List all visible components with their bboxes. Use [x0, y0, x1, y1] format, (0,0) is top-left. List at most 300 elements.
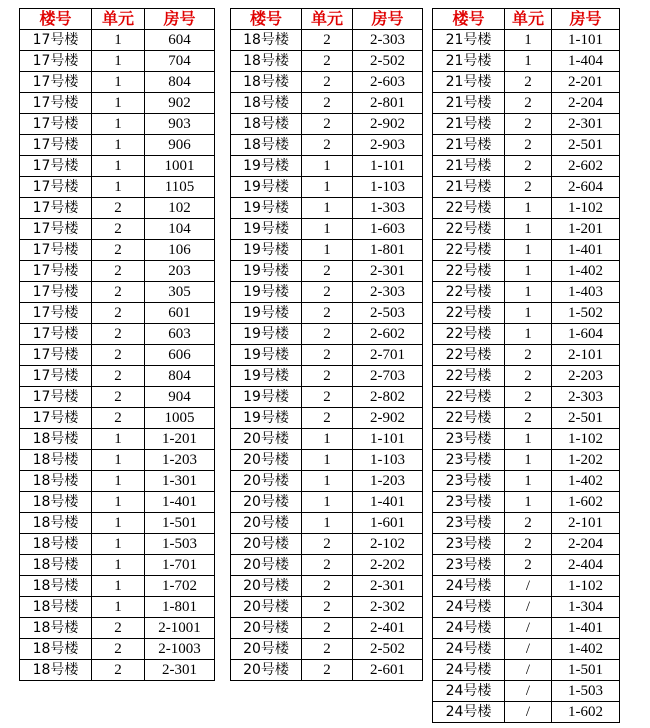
room-cell: 1-503: [552, 681, 620, 702]
room-cell: 2-903: [353, 135, 423, 156]
unit-cell: 2: [302, 639, 353, 660]
unit-cell: 1: [302, 429, 353, 450]
room-cell: 2-502: [353, 639, 423, 660]
table-row: [433, 576, 620, 597]
unit-cell: 1: [302, 492, 353, 513]
table-row: [231, 534, 423, 555]
unit-cell: 2: [302, 597, 353, 618]
unit-cell: 1: [92, 513, 145, 534]
building-cell: 17号楼: [20, 345, 92, 366]
building-cell: 20号楼: [231, 597, 302, 618]
unit-cell: 2: [302, 114, 353, 135]
room-cell: 2-404: [552, 555, 620, 576]
table-row: [433, 135, 620, 156]
building-cell: 20号楼: [231, 471, 302, 492]
room-cell: 2-701: [353, 345, 423, 366]
unit-cell: 1: [92, 492, 145, 513]
building-cell: 19号楼: [231, 408, 302, 429]
table-row: [20, 177, 215, 198]
room-cell: 1001: [145, 156, 215, 177]
room-cell: 1-604: [552, 324, 620, 345]
unit-cell: 2: [302, 30, 353, 51]
room-cell: 2-201: [552, 72, 620, 93]
table-row: [433, 597, 620, 618]
table-row: [20, 366, 215, 387]
building-cell: 21号楼: [433, 51, 505, 72]
table-row: [20, 597, 215, 618]
room-table-3: [432, 8, 620, 723]
building-cell: 23号楼: [433, 555, 505, 576]
unit-cell: 1: [505, 303, 552, 324]
building-cell: 17号楼: [20, 408, 92, 429]
building-cell: 24号楼: [433, 660, 505, 681]
table-row: [231, 261, 423, 282]
room-cell: 1-501: [145, 513, 215, 534]
room-cell: 1-404: [552, 51, 620, 72]
building-cell: 17号楼: [20, 303, 92, 324]
unit-cell: 1: [302, 513, 353, 534]
room-cell: 903: [145, 114, 215, 135]
table-row: [433, 681, 620, 702]
building-cell: 19号楼: [231, 240, 302, 261]
unit-cell: 1: [505, 198, 552, 219]
unit-cell: 1: [302, 240, 353, 261]
unit-cell: 2: [92, 198, 145, 219]
building-cell: 22号楼: [433, 219, 505, 240]
unit-cell: /: [505, 660, 552, 681]
unit-cell: 2: [505, 345, 552, 366]
unit-cell: 2: [92, 408, 145, 429]
header-row: [231, 9, 423, 30]
unit-cell: 1: [505, 219, 552, 240]
unit-cell: 1: [505, 51, 552, 72]
building-cell: 18号楼: [20, 639, 92, 660]
building-cell: 18号楼: [20, 492, 92, 513]
unit-cell: 1: [92, 555, 145, 576]
table-row: [231, 156, 423, 177]
unit-cell: 2: [302, 534, 353, 555]
table-row: [433, 639, 620, 660]
table-row: [433, 177, 620, 198]
unit-cell: 1: [92, 135, 145, 156]
table-row: [231, 660, 423, 681]
table-row: [20, 618, 215, 639]
room-cell: 1-402: [552, 471, 620, 492]
building-cell: 24号楼: [433, 576, 505, 597]
table-row: [231, 72, 423, 93]
table-row: [231, 219, 423, 240]
room-cell: 104: [145, 219, 215, 240]
building-cell: 18号楼: [20, 429, 92, 450]
unit-cell: 2: [302, 408, 353, 429]
building-cell: 18号楼: [231, 93, 302, 114]
table-row: [231, 177, 423, 198]
unit-cell: 1: [302, 471, 353, 492]
building-cell: 17号楼: [20, 72, 92, 93]
room-cell: 902: [145, 93, 215, 114]
unit-cell: 2: [302, 366, 353, 387]
room-cell: 2-604: [552, 177, 620, 198]
building-cell: 20号楼: [231, 576, 302, 597]
table-row: [433, 114, 620, 135]
building-cell: 17号楼: [20, 177, 92, 198]
table-row: [231, 30, 423, 51]
unit-cell: 1: [92, 114, 145, 135]
table-row: [20, 219, 215, 240]
table-row: [20, 303, 215, 324]
room-cell: 2-902: [353, 408, 423, 429]
building-cell: 20号楼: [231, 450, 302, 471]
room-cell: 1-103: [353, 450, 423, 471]
building-cell: 17号楼: [20, 324, 92, 345]
room-cell: 1-202: [552, 450, 620, 471]
building-cell: 19号楼: [231, 282, 302, 303]
table-row: [20, 282, 215, 303]
header-building: 楼号: [231, 9, 302, 30]
building-cell: 19号楼: [231, 303, 302, 324]
room-cell: 1-501: [552, 660, 620, 681]
building-cell: 22号楼: [433, 345, 505, 366]
building-cell: 19号楼: [231, 198, 302, 219]
table-row: [20, 450, 215, 471]
building-cell: 22号楼: [433, 324, 505, 345]
unit-cell: 2: [505, 156, 552, 177]
room-cell: 2-204: [552, 93, 620, 114]
room-cell: 1-203: [145, 450, 215, 471]
room-table-2: [230, 8, 423, 681]
room-cell: 1-101: [353, 429, 423, 450]
table-row: [20, 135, 215, 156]
unit-cell: 2: [505, 72, 552, 93]
table-row: [433, 324, 620, 345]
unit-cell: 1: [92, 429, 145, 450]
unit-cell: 1: [92, 177, 145, 198]
table-row: [20, 534, 215, 555]
room-cell: 1-801: [145, 597, 215, 618]
table-row: [433, 156, 620, 177]
building-cell: 18号楼: [20, 618, 92, 639]
room-cell: 203: [145, 261, 215, 282]
unit-cell: 2: [505, 114, 552, 135]
building-cell: 20号楼: [231, 660, 302, 681]
table-row: [433, 450, 620, 471]
table-row: [20, 471, 215, 492]
building-cell: 20号楼: [231, 492, 302, 513]
table-row: [231, 198, 423, 219]
unit-cell: 2: [92, 618, 145, 639]
unit-cell: /: [505, 681, 552, 702]
room-cell: 2-801: [353, 93, 423, 114]
unit-cell: 2: [92, 282, 145, 303]
table-row: [433, 471, 620, 492]
table-row: [20, 198, 215, 219]
building-cell: 18号楼: [20, 471, 92, 492]
room-cell: 1-502: [552, 303, 620, 324]
building-cell: 23号楼: [433, 429, 505, 450]
unit-cell: /: [505, 576, 552, 597]
unit-cell: 2: [302, 387, 353, 408]
room-cell: 2-203: [552, 366, 620, 387]
building-cell: 21号楼: [433, 30, 505, 51]
table-row: [231, 639, 423, 660]
building-cell: 18号楼: [20, 660, 92, 681]
building-cell: 17号楼: [20, 240, 92, 261]
room-cell: 2-301: [145, 660, 215, 681]
table-row: [20, 324, 215, 345]
table-row: [433, 660, 620, 681]
table-row: [231, 93, 423, 114]
room-cell: 1-403: [552, 282, 620, 303]
unit-cell: 1: [92, 534, 145, 555]
building-cell: 23号楼: [433, 471, 505, 492]
table-row: [231, 450, 423, 471]
room-cell: 2-303: [552, 387, 620, 408]
building-cell: 19号楼: [231, 345, 302, 366]
table-row: [231, 429, 423, 450]
unit-cell: 1: [505, 471, 552, 492]
unit-cell: 2: [92, 366, 145, 387]
room-cell: 804: [145, 366, 215, 387]
table-row: [20, 30, 215, 51]
room-cell: 1-201: [552, 219, 620, 240]
unit-cell: 1: [92, 576, 145, 597]
building-cell: 17号楼: [20, 30, 92, 51]
room-cell: 1-102: [552, 429, 620, 450]
building-cell: 23号楼: [433, 492, 505, 513]
header-unit: 单元: [92, 9, 145, 30]
unit-cell: 2: [302, 51, 353, 72]
table-row: [433, 198, 620, 219]
table-row: [433, 282, 620, 303]
unit-cell: 1: [505, 240, 552, 261]
table-row: [20, 156, 215, 177]
room-cell: 2-503: [353, 303, 423, 324]
room-cell: 606: [145, 345, 215, 366]
room-cell: 2-204: [552, 534, 620, 555]
unit-cell: 2: [302, 660, 353, 681]
building-cell: 18号楼: [231, 114, 302, 135]
unit-cell: 2: [505, 366, 552, 387]
table-row: [231, 576, 423, 597]
building-cell: 19号楼: [231, 219, 302, 240]
unit-cell: 1: [302, 219, 353, 240]
building-cell: 20号楼: [231, 429, 302, 450]
building-cell: 20号楼: [231, 534, 302, 555]
unit-cell: 1: [302, 198, 353, 219]
building-cell: 20号楼: [231, 618, 302, 639]
building-cell: 18号楼: [20, 513, 92, 534]
unit-cell: 2: [302, 618, 353, 639]
room-cell: 1-402: [552, 261, 620, 282]
room-cell: 102: [145, 198, 215, 219]
room-cell: 2-202: [353, 555, 423, 576]
room-cell: 1-402: [552, 639, 620, 660]
room-cell: 2-101: [552, 345, 620, 366]
building-cell: 20号楼: [231, 639, 302, 660]
building-cell: 24号楼: [433, 618, 505, 639]
building-cell: 17号楼: [20, 114, 92, 135]
table-row: [231, 618, 423, 639]
building-cell: 23号楼: [433, 450, 505, 471]
table-row: [433, 618, 620, 639]
table-row: [433, 513, 620, 534]
building-cell: 19号楼: [231, 324, 302, 345]
unit-cell: 1: [505, 429, 552, 450]
room-cell: 2-602: [552, 156, 620, 177]
building-cell: 19号楼: [231, 156, 302, 177]
building-cell: 21号楼: [433, 114, 505, 135]
unit-cell: 1: [505, 261, 552, 282]
table-row: [20, 513, 215, 534]
room-cell: 2-401: [353, 618, 423, 639]
table-row: [20, 492, 215, 513]
building-cell: 22号楼: [433, 282, 505, 303]
room-cell: 2-301: [353, 576, 423, 597]
building-cell: 18号楼: [20, 597, 92, 618]
unit-cell: 2: [505, 387, 552, 408]
room-cell: 1-701: [145, 555, 215, 576]
room-cell: 906: [145, 135, 215, 156]
room-cell: 2-302: [353, 597, 423, 618]
unit-cell: 2: [302, 345, 353, 366]
room-cell: 1-503: [145, 534, 215, 555]
table-row: [231, 366, 423, 387]
table-row: [231, 492, 423, 513]
table-row: [433, 30, 620, 51]
table-row: [231, 135, 423, 156]
table-row: [20, 114, 215, 135]
table-row: [231, 345, 423, 366]
room-cell: 1-101: [353, 156, 423, 177]
header-unit: 单元: [505, 9, 552, 30]
table-row: [433, 429, 620, 450]
unit-cell: 2: [302, 135, 353, 156]
room-cell: 2-902: [353, 114, 423, 135]
room-cell: 2-501: [552, 408, 620, 429]
unit-cell: /: [505, 618, 552, 639]
building-cell: 22号楼: [433, 240, 505, 261]
unit-cell: 1: [505, 492, 552, 513]
table-row: [20, 576, 215, 597]
room-cell: 2-502: [353, 51, 423, 72]
building-cell: 22号楼: [433, 387, 505, 408]
table-row: [20, 51, 215, 72]
header-room: 房号: [145, 9, 215, 30]
table-row: [433, 492, 620, 513]
building-cell: 19号楼: [231, 366, 302, 387]
unit-cell: 1: [92, 156, 145, 177]
unit-cell: 1: [505, 282, 552, 303]
room-cell: 2-1001: [145, 618, 215, 639]
room-cell: 1-602: [552, 492, 620, 513]
room-cell: 2-303: [353, 30, 423, 51]
room-cell: 1-401: [145, 492, 215, 513]
building-cell: 22号楼: [433, 366, 505, 387]
unit-cell: 1: [92, 30, 145, 51]
table-row: [231, 555, 423, 576]
unit-cell: 2: [92, 660, 145, 681]
room-cell: 1-101: [552, 30, 620, 51]
building-cell: 20号楼: [231, 555, 302, 576]
unit-cell: /: [505, 639, 552, 660]
room-cell: 704: [145, 51, 215, 72]
table-row: [231, 597, 423, 618]
room-cell: 1-401: [552, 618, 620, 639]
table-row: [20, 240, 215, 261]
table-row: [433, 51, 620, 72]
building-cell: 17号楼: [20, 366, 92, 387]
building-cell: 21号楼: [433, 135, 505, 156]
room-cell: 1-603: [353, 219, 423, 240]
unit-cell: 1: [92, 72, 145, 93]
room-cell: 601: [145, 303, 215, 324]
unit-cell: 1: [302, 450, 353, 471]
building-cell: 17号楼: [20, 219, 92, 240]
unit-cell: 2: [505, 555, 552, 576]
unit-cell: 2: [302, 303, 353, 324]
unit-cell: 2: [505, 135, 552, 156]
unit-cell: 2: [92, 240, 145, 261]
table-row: [20, 639, 215, 660]
building-cell: 18号楼: [231, 135, 302, 156]
room-cell: 2-603: [353, 72, 423, 93]
header-row: [20, 9, 215, 30]
room-cell: 2-102: [353, 534, 423, 555]
room-cell: 106: [145, 240, 215, 261]
room-cell: 2-1003: [145, 639, 215, 660]
table-row: [231, 303, 423, 324]
unit-cell: /: [505, 597, 552, 618]
table-row: [433, 387, 620, 408]
room-cell: 2-501: [552, 135, 620, 156]
table-row: [20, 261, 215, 282]
unit-cell: 2: [92, 219, 145, 240]
unit-cell: 2: [302, 576, 353, 597]
table-row: [433, 93, 620, 114]
building-cell: 21号楼: [433, 177, 505, 198]
unit-cell: 2: [92, 303, 145, 324]
header-room: 房号: [552, 9, 620, 30]
building-cell: 20号楼: [231, 513, 302, 534]
room-cell: 1-102: [552, 576, 620, 597]
room-cell: 1-801: [353, 240, 423, 261]
building-cell: 21号楼: [433, 72, 505, 93]
table-row: [433, 345, 620, 366]
room-cell: 2-303: [353, 282, 423, 303]
table-row: [20, 93, 215, 114]
unit-cell: 1: [92, 471, 145, 492]
building-cell: 23号楼: [433, 513, 505, 534]
building-cell: 24号楼: [433, 702, 505, 723]
room-cell: 2-301: [353, 261, 423, 282]
room-cell: 305: [145, 282, 215, 303]
room-cell: 1105: [145, 177, 215, 198]
building-cell: 18号楼: [20, 555, 92, 576]
room-cell: 2-703: [353, 366, 423, 387]
building-cell: 24号楼: [433, 681, 505, 702]
table-row: [433, 219, 620, 240]
unit-cell: 2: [505, 513, 552, 534]
unit-cell: 2: [92, 261, 145, 282]
room-cell: 603: [145, 324, 215, 345]
unit-cell: 2: [302, 282, 353, 303]
table-row: [433, 366, 620, 387]
table-row: [20, 72, 215, 93]
building-cell: 19号楼: [231, 387, 302, 408]
table-row: [433, 702, 620, 723]
unit-cell: 2: [505, 93, 552, 114]
room-table-1: [19, 8, 215, 681]
